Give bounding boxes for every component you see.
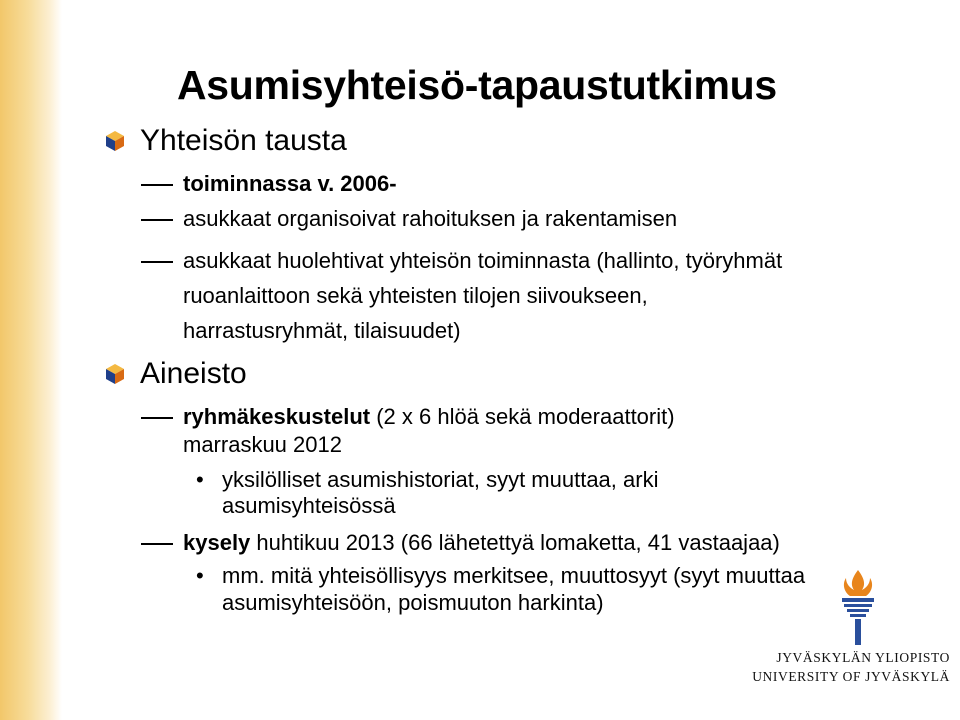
list-item — [183, 245, 782, 277]
section-heading-background — [140, 124, 347, 158]
university-name-fi: JYVÄSKYLÄN YLIOPISTO — [776, 650, 950, 665]
list-item — [183, 203, 677, 235]
sub-list-item: • mm. mitä yhteisöllisyys merkitsee, muuttosyyt (syyt muuttaa — [222, 561, 805, 590]
cube-bullet-icon — [106, 131, 124, 151]
item-continuation: marraskuu 2012 — [183, 432, 342, 457]
list-item — [183, 527, 780, 559]
slide-title: Asumisyhteisö-tapaustutkimus — [177, 62, 777, 108]
section-heading-label: Yhteisön tausta — [140, 124, 347, 157]
list-item — [183, 168, 397, 200]
university-name-en: UNIVERSITY OF JYVÄSKYLÄ — [752, 669, 950, 684]
section-heading-label: Aineisto — [140, 357, 247, 390]
item-bold-text: kysely — [183, 530, 251, 555]
item-bold-text: ryhmäkeskustelut — [183, 404, 371, 429]
sub-item-continuation: asumisyhteisöön, poismuuton harkinta) — [222, 590, 604, 615]
item-text: (2 x 6 hlöä sekä moderaattorit) — [370, 404, 675, 429]
item-continuation: ruoanlaittoon sekä yhteisten tilojen siivoukseen, — [183, 283, 648, 308]
item-continuation: harrastusryhmät, tilaisuudet) — [183, 318, 461, 343]
item-text: asukkaat organisoivat rahoituksen ja rakentamisen — [183, 206, 678, 231]
item-text: asukkaat huolehtivat yhteisön toiminnasta (hallinto, työryhmät — [183, 248, 783, 273]
side-gradient-stripe — [0, 0, 62, 720]
sub-list-item: • yksilölliset asumishistoriat, syyt muuttaa, arki — [222, 465, 658, 494]
cube-bullet-icon — [106, 364, 124, 384]
torch-icon — [830, 568, 886, 646]
sub-item-continuation: asumisyhteisössä — [222, 493, 396, 518]
item-bold-text: toiminnassa v. 2006- — [183, 171, 397, 196]
section-heading-material — [140, 357, 247, 391]
item-text: huhtikuu 2013 (66 lähetettyä lomaketta, 41 vastaajaa) — [250, 530, 780, 555]
